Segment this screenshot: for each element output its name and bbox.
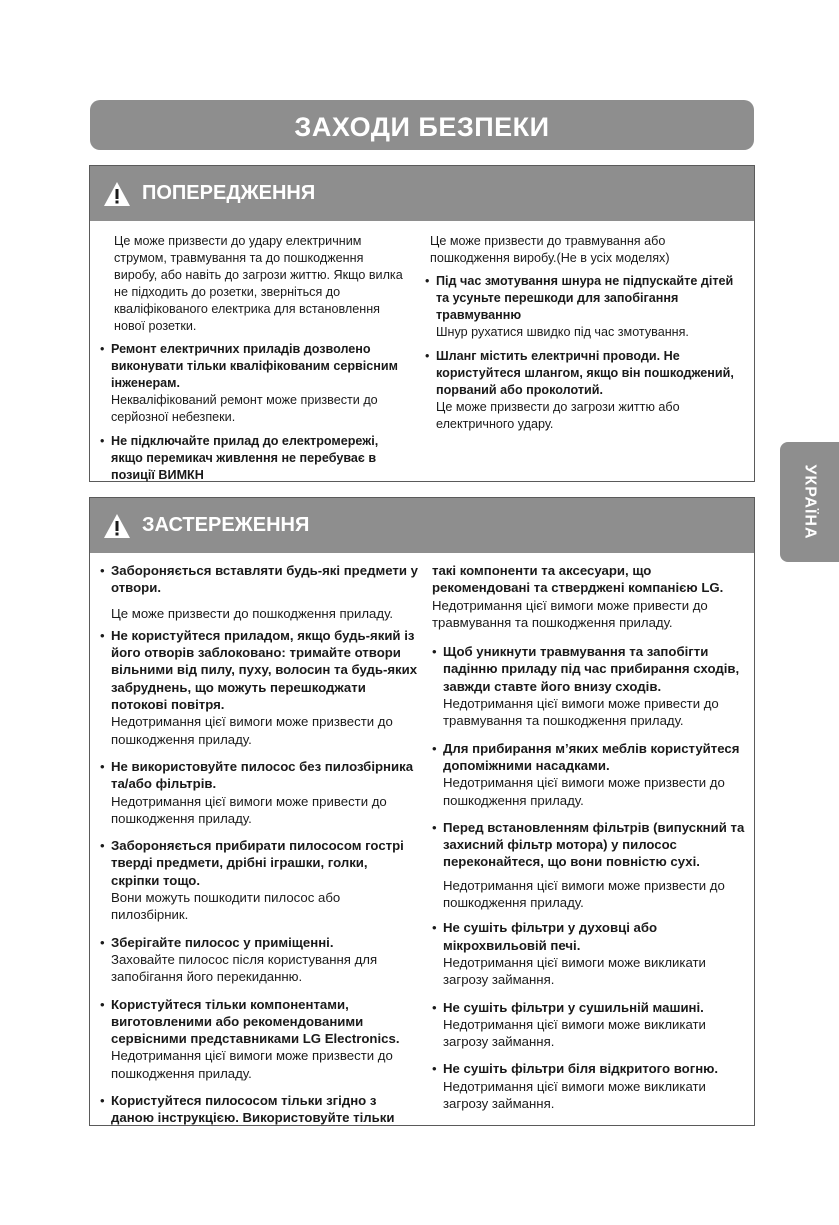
list-item-text: Недотримання цієї вимоги може викликати загрозу займання. xyxy=(443,1016,706,1050)
list-item: • Щоб уникнути травмування та запобігти падінню приладу під час прибирання сходів, завжди ставте його внизу сходів. Недотримання цієї вимоги може привести до травмування та пошкодження приладу. xyxy=(432,643,750,729)
list-item-text: Недотримання цієї вимоги може привести до пошкодження приладу. xyxy=(111,793,387,826)
list-item-bold: Ремонт електричних приладів дозволено виконувати тільки кваліфікованим сервісним інженерам. xyxy=(111,342,398,390)
caution-triangle-icon xyxy=(103,513,131,539)
list-item-bold: Забороняється вставляти будь-які предмети у отвори. xyxy=(111,563,418,596)
list-item: • Під час змотування шнура не підпускайте дітей та усуньте перешкоди для запобігання травмуванню Шнур рухатися швидко під час змотування. xyxy=(425,274,734,339)
list-item-bold: такі компоненти та аксесуари, що рекомендовані та стверджені компанією LG. xyxy=(432,563,724,596)
list-item: • Не використовуйте пилосос без пилозбірника та/або фільтрів. Недотримання цієї вимоги може привести до пошкодження приладу. xyxy=(100,758,418,827)
list-item: • Користуйтеся пилососом тільки згідно з даною інструкцією. Використовуйте тільки xyxy=(100,1092,418,1127)
caution-right-intro xyxy=(432,562,750,631)
caution-right-column xyxy=(424,562,754,1137)
list-item-text: Це може призвести до пошкодження приладу. xyxy=(111,605,394,621)
list-item-text: Заховайте пилосос після користування для запобігання його перекиданню. xyxy=(111,951,378,985)
list-item: • Зберігайте пилосос у приміщенні. Заховайте пилосос після користування для запобігання його перекиданню. xyxy=(100,934,418,986)
list-item: • Шланг містить електричні проводи. Не користуйтеся шлангом, якщо він пошкоджений, порваний або проколотий. Це може призвести до загрози життю або електричного удару. xyxy=(425,349,734,431)
warning-right-column xyxy=(415,233,754,491)
caution-box xyxy=(89,497,755,1126)
list-item-text: Недотримання цієї вимоги може призвести до пошкодження приладу. xyxy=(443,877,725,911)
list-item: • Не сушіть фільтри у сушильній машині. Недотримання цієї вимоги може викликати загрозу займання. xyxy=(432,999,750,1051)
list-item-text: Недотримання цієї вимоги може призвести до пошкодження приладу. xyxy=(443,775,725,808)
list-item: • Забороняється вставляти будь-які предмети у отвори. xyxy=(100,563,418,596)
caution-heading: ЗАСТЕРЕЖЕННЯ xyxy=(142,514,310,536)
list-item-bold: Для прибирання м’яких меблів користуйтеся допоміжними насадками. xyxy=(443,740,740,773)
list-item-text: Недотримання цієї вимоги може привести до травмування та пошкодження приладу. xyxy=(432,597,708,630)
list-item: • Не сушіть фільтри біля відкритого вогню. Недотримання цієї вимоги може викликати загрозу займання. xyxy=(432,1060,750,1112)
warning-triangle-icon xyxy=(103,181,131,207)
list-item-bold: Не підключайте прилад до електромережі, якщо перемикач живлення не перебуває в позиції ВИМКН xyxy=(111,434,379,482)
list-item-bold: Користуйтеся пилососом тільки згідно з даною інструкцією. Використовуйте тільки xyxy=(111,1093,395,1126)
list-item-text: Недотримання цієї вимоги може викликати загрозу займання. xyxy=(443,954,706,988)
caution-header xyxy=(90,498,754,553)
warning-left-column xyxy=(90,233,415,491)
list-item-bold: Не сушіть фільтри у сушильній машині. xyxy=(443,999,704,1015)
list-item: • Забороняється прибирати пилососом гострі тверді предмети, дрібні іграшки, голки, скріпки тощо. Вони можуть пошкодити пилосос або пилозбірник. xyxy=(100,837,418,923)
language-tab xyxy=(780,442,839,562)
list-item-text: Некваліфікований ремонт може призвести до серйозної небезпеки. xyxy=(111,393,378,424)
list-item-text: Недотримання цієї вимоги може викликати загрозу займання. xyxy=(443,1078,706,1112)
list-item: • Не підключайте прилад до електромережі, якщо перемикач живлення не перебуває в позиції ВИМКН xyxy=(100,433,409,484)
list-item-bold: Не сушіть фільтри біля відкритого вогню. xyxy=(443,1061,719,1077)
list-item: • Користуйтеся тільки компонентами, виготовленими або рекомендованими сервісними представниками LG Electronics. Недотримання цієї вимоги може призвести до пошкодження приладу. xyxy=(100,996,418,1082)
list-item-bold: Користуйтеся тільки компонентами, виготовленими або рекомендованими сервісними представниками LG Electronics. xyxy=(111,996,400,1047)
list-item-text: Недотримання цієї вимоги може призвести до пошкодження приладу. xyxy=(111,714,393,747)
list-item-text: Недотримання цієї вимоги може призвести до пошкодження приладу. xyxy=(111,1048,393,1081)
list-item: • Перед встановленням фільтрів (випускний та захисний фільтр мотора) у пилосос переконайтеся, що вони повністю сухі. xyxy=(432,819,750,871)
list-item: • Не сушіть фільтри у духовці або мікрохвильовій печі. Недотримання цієї вимоги може викликати загрозу займання. xyxy=(432,919,750,988)
list-item-text: Недотримання цієї вимоги може привести до травмування та пошкодження приладу. xyxy=(443,696,719,729)
list-item: • Ремонт електричних приладів дозволено виконувати тільки кваліфікованим сервісним інженерам. Некваліфікований ремонт може призвести до серйозної небезпеки. xyxy=(100,341,409,426)
list-item-bold: Під час змотування шнура не підпускайте дітей та усуньте перешкоди для запобігання травмуванню xyxy=(436,274,734,322)
list-item-bold: Щоб уникнути травмування та запобігти падінню приладу під час прибирання сходів, завжди ставте його внизу сходів. xyxy=(443,644,740,694)
warning-box xyxy=(89,165,755,482)
page-title: ЗАХОДИ БЕЗПЕКИ xyxy=(90,100,754,150)
list-item-text: Це може призвести до загрози життю або електричного удару. xyxy=(436,400,680,431)
warning-heading: ПОПЕРЕДЖЕННЯ xyxy=(142,182,316,204)
warning-right-intro: Це може призвести до травмування або пошкодження виробу.(Не в усіх моделях) xyxy=(430,234,670,265)
list-item: • Для прибирання м’яких меблів користуйтеся допоміжними насадками. Недотримання цієї вимоги може призвести до пошкодження приладу. xyxy=(432,740,750,809)
list-item-bold: Забороняється прибирати пилососом гострі тверді предмети, дрібні іграшки, голки, скріпки тощо. xyxy=(111,838,404,888)
list-item-bold: Перед встановленням фільтрів (випускний та захисний фільтр мотора) у пилосос переконайтеся, що вони повністю сухі. xyxy=(443,819,745,870)
caution-left-column xyxy=(90,562,424,1137)
list-item-bold: Зберігайте пилосос у приміщенні. xyxy=(111,934,334,950)
list-item: • Не користуйтеся приладом, якщо будь-який із його отворів заблоковано: тримайте отвори вільними від пилу, пуху, волосин та будь-яких забруднень, що можуть перешкоджати потокові повітря. Недотримання цієї вимоги може призвести до пошкодження приладу. xyxy=(100,627,418,747)
warning-header xyxy=(90,166,754,221)
list-item-text: Шнур рухатися швидко під час змотування. xyxy=(436,325,689,339)
list-item-bold: Не користуйтеся приладом, якщо будь-який із його отворів заблоковано: тримайте отвори вільними від пилу, пуху, волосин та будь-яких забруднень, що можуть перешкоджати потокові повітря. xyxy=(111,627,418,713)
language-tab-label: УКРАЇНА xyxy=(801,464,819,540)
list-item-bold: Не сушіть фільтри у духовці або мікрохвильовій печі. xyxy=(443,920,658,953)
list-item-text: Вони можуть пошкодити пилосос або пилозбірник. xyxy=(111,890,341,923)
list-item-bold: Не використовуйте пилосос без пилозбірника та/або фільтрів. xyxy=(111,758,414,792)
warning-intro: Це може призвести до удару електричним струмом, травмування та до пошкодження виробу, або навіть до загрози життю. Якщо вилка не підходить до розетки, зверніться до кваліфікованого електрика для встановлення нової розетки. xyxy=(114,234,403,333)
list-item-bold: Шланг містить електричні проводи. Не користуйтеся шлангом, якщо він пошкоджений, порваний або проколотий. xyxy=(436,349,734,397)
